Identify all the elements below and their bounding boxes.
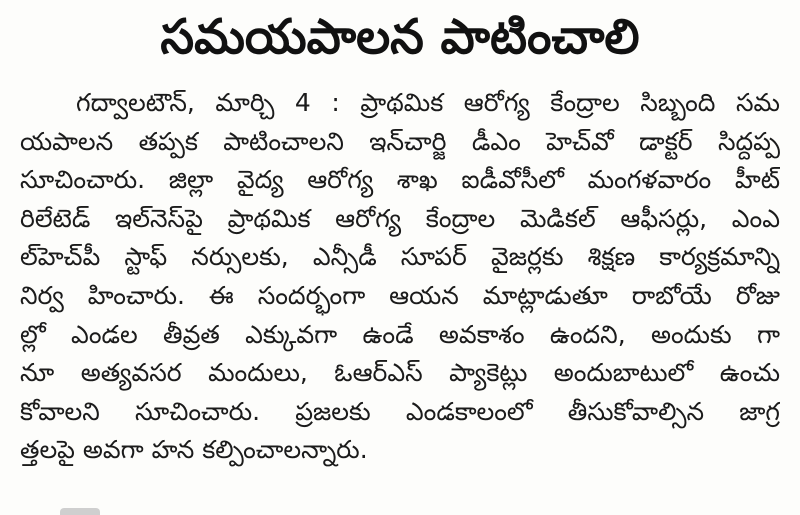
cropped-next-text xyxy=(60,508,100,515)
article-line: ల్లో ఎండల తీవ్రత ఎక్కువగా ఉండే అవకాశం ఉందని, అందుకు గా xyxy=(20,319,780,349)
article-body xyxy=(20,84,780,470)
article-line: రిలేటెడ్ ఇల్‌నెస్‌పై ప్రాథమిక ఆరోగ్య కేంద్రాల మెడికల్ ఆఫీసర్లు, ఎంఎ xyxy=(20,203,780,233)
article-line: నూ అత్యవసర మందులు, ఓఆర్‌ఎస్ ప్యాకెట్లు అందుబాటులో ఉంచు xyxy=(20,358,780,388)
article-line: యపాలన తప్పక పాటించాలని ఇన్‌చార్జి డీఎం హెచ్‌వో డాక్టర్ సిద్దప్ప xyxy=(20,126,780,156)
article-line: నిర్వ హించారు. ఈ సందర్భంగా ఆయన మాట్లాడుతూ రాబోయే రోజు xyxy=(20,280,780,310)
article-line: సూచించారు. జిల్లా వైద్య ఆరోగ్య శాఖ ఐడీవోసీలో మంగళవారం హీట్ xyxy=(20,165,780,195)
cropped-previous-text xyxy=(120,0,680,5)
article-headline: సమయపాలన పాటించాలి xyxy=(160,9,640,65)
article-line: త్తలపై అవగా హన కల్పించాలన్నారు. xyxy=(20,435,368,465)
article-line: గద్వాలటౌన్, మార్చి 4 : ప్రాథమిక ఆరోగ్య కేంద్రాల సిబ్బంది సమ xyxy=(76,88,780,117)
article-line: కోవాలని సూచించారు. ప్రజలకు ఎండకాలంలో తీసుకోవాల్సిన జాగ్ర xyxy=(20,396,780,426)
article-line: ల్‌హెచ్‌పీ స్టాఫ్ నర్సులకు, ఎన్సీడీ సూపర్ వైజర్లకు శిక్షణ కార్యక్రమాన్ని xyxy=(20,242,780,272)
